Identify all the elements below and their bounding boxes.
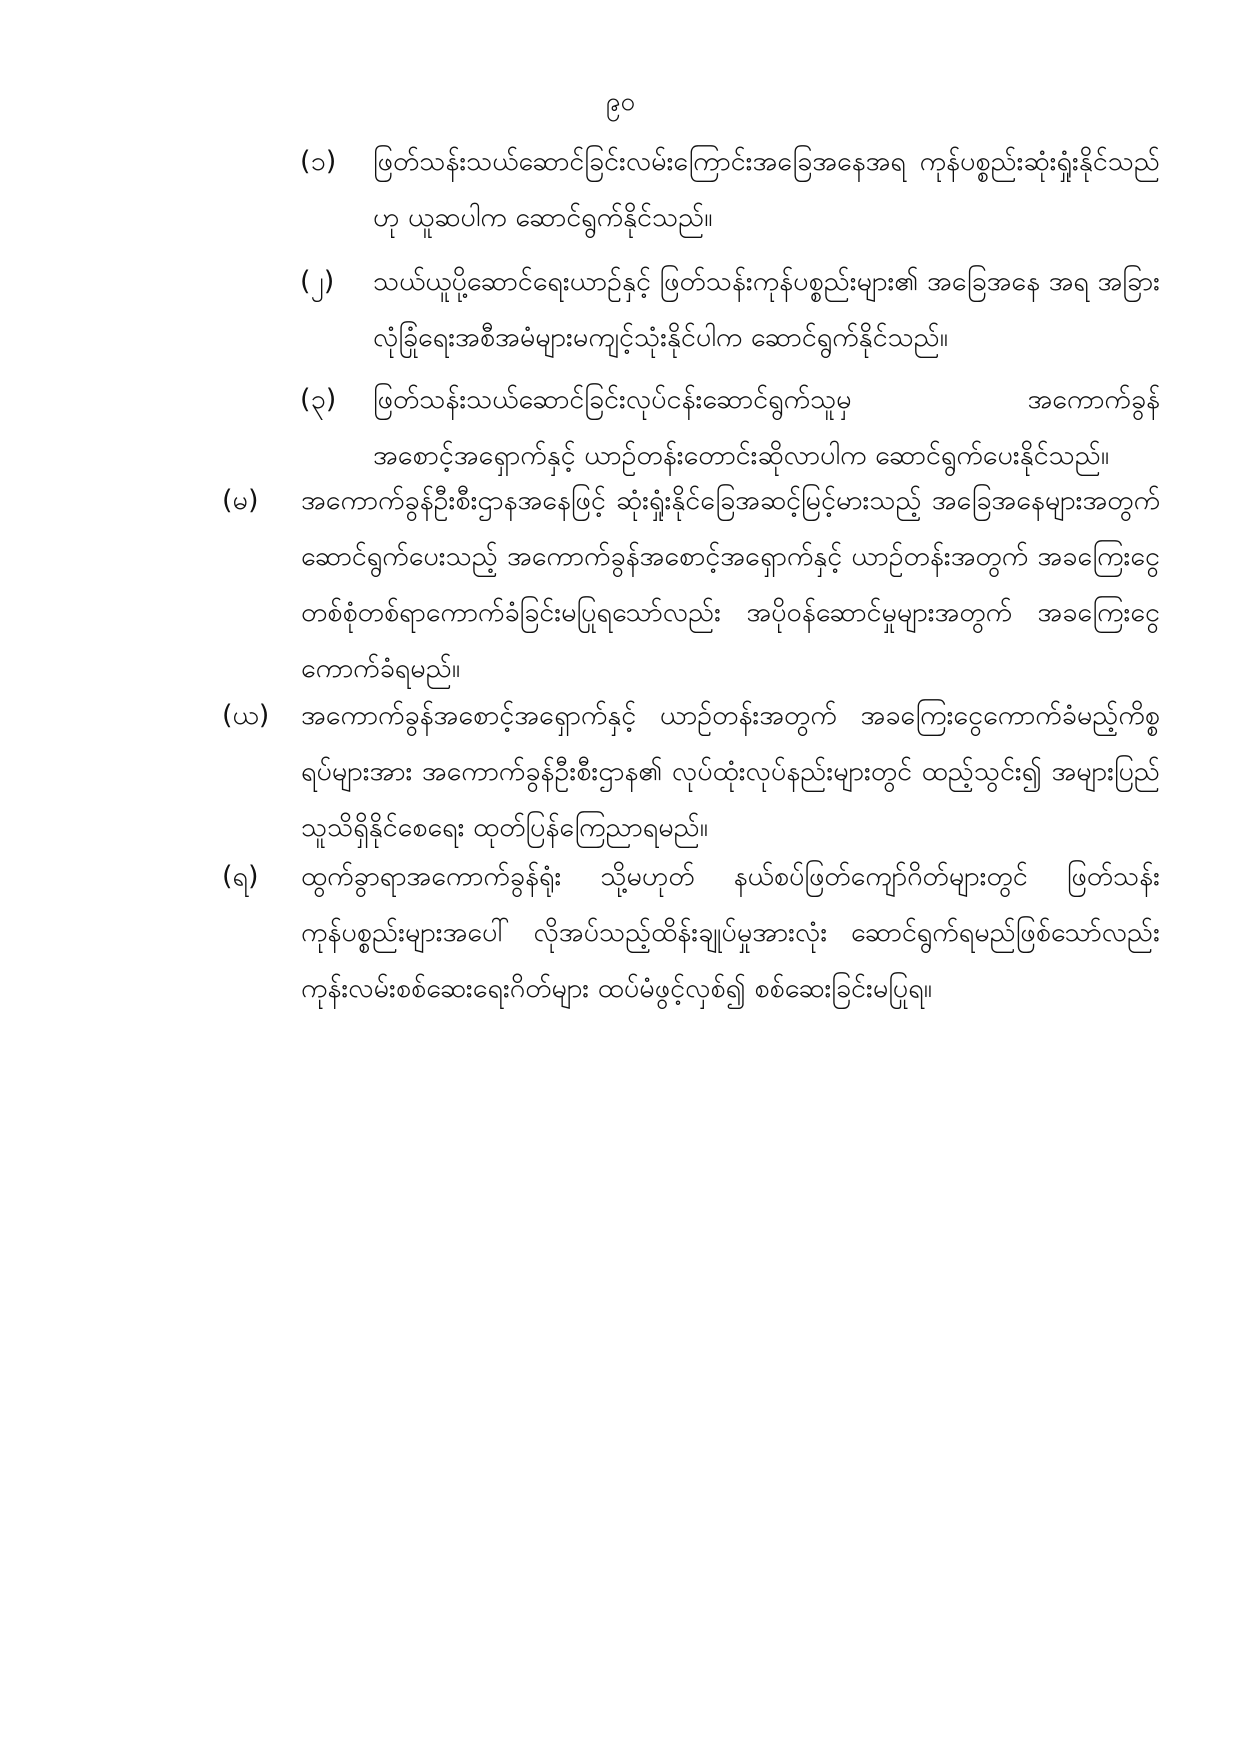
- main-item-ya-text: အကောက်ခွန်အစောင့်အရှောက်နှင့် ယာဉ်တန်းအတွက် အခကြေးငွေကောက်ခံမည့်ကိစ္စရပ်များအား အကောက်ခွန်ဦးစီးဌာန၏ လုပ်ထုံးလုပ်နည်းများတွင် ထည့်သွင်း၍ အများပြည်သူသိရှိနိုင်စေရေး ထုတ်ပြန်ကြေညာရမည်။: [301, 700, 1160, 843]
- sub-item-3-label: (၃): [300, 384, 337, 415]
- main-item-ya-label: (ယ): [222, 700, 270, 731]
- sub-item-2-text: သယ်ယူပို့ဆောင်ရေးယာဉ်နှင့် ဖြတ်သန်းကုန်ပစ္စည်းများ၏ အခြေအနေ အရ အခြားလုံခြုံရေးအစီအမံများမကျင့်သုံးနိုင်ပါက ဆောင်ရွက်နိုင်သည်။: [373, 266, 1160, 353]
- sub-item-1-text: ဖြတ်သန်းသယ်ဆောင်ခြင်းလမ်းကြောင်းအခြေအနေအရ ကုန်ပစ္စည်းဆုံးရှုံးနိုင်သည်ဟု ယူဆပါက ဆောင်ရွက်နိုင်သည်။: [373, 146, 1160, 233]
- main-item-ra-text: ထွက်ခွာရာအကောက်ခွန်ရုံး သို့မဟုတ် နယ်စပ်ဖြတ်ကျော်ဂိတ်များတွင် ဖြတ်သန်းကုန်ပစ္စည်းများအပေါ် လိုအပ်သည့်ထိန်းချုပ်မှုအားလုံး ဆောင်ရွက်ရမည်ဖြစ်သော်လည်း ကုန်းလမ်းစစ်ဆေးရေးဂိတ်များ ထပ်မံဖွင့်လှစ်၍ စစ်ဆေးခြင်းမပြုရ။: [301, 861, 1160, 1004]
- sub-item-1-label: (၁): [300, 146, 337, 177]
- page-number: ၉၀: [605, 87, 636, 117]
- sub-item-3-text: ဖြတ်သန်းသယ်ဆောင်ခြင်းလုပ်ငန်းဆောင်ရွက်သူမှ အကောက်ခွန်အစောင့်အရှောက်နှင့် ယာဉ်တန်းတောင်းဆိုလာပါက ဆောင်ရွက်ပေးနိုင်သည်။: [373, 384, 1160, 471]
- main-item-ma-text: အကောက်ခွန်ဦးစီးဌာနအနေဖြင့် ဆုံးရှုံးနိုင်ခြေအဆင့်မြင့်မားသည့် အခြေအနေများအတွက်ဆောင်ရွက်ပေးသည့် အကောက်ခွန်အစောင့်အရှောက်နှင့် ယာဉ်တန်းအတွက် အခကြေးငွေတစ်စုံတစ်ရာကောက်ခံခြင်းမပြုရသော်လည်း အပိုဝန်ဆောင်မှုများအတွက် အခကြေးငွေကောက်ခံရမည်။: [301, 485, 1160, 684]
- main-item-ra-label: (ရ): [222, 861, 259, 892]
- main-item-ma-label: (မ): [222, 485, 259, 516]
- sub-item-2-label: (၂): [300, 266, 335, 297]
